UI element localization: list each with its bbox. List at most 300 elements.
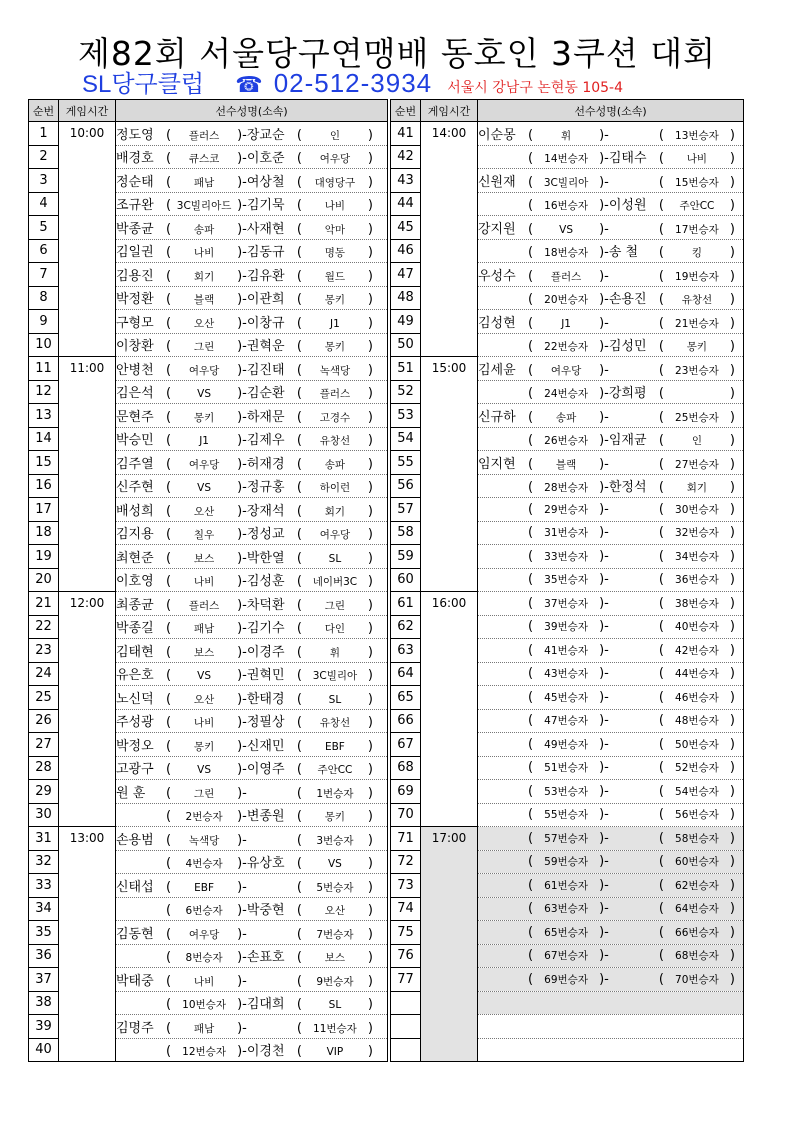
player-b-affiliation: 54번승자: [675, 785, 719, 798]
player-b-affiliation: 플러스: [319, 388, 351, 401]
player-b-affiliation: 68번승자: [675, 950, 719, 963]
match-players: [116, 427, 388, 451]
paren-open: (: [528, 971, 534, 987]
paren-open: (: [296, 433, 302, 449]
paren-open: (: [166, 950, 172, 966]
paren-open: (: [166, 433, 172, 449]
game-time: 17:00: [421, 827, 478, 1062]
paren-close-dash: )-: [599, 830, 609, 846]
paren-close: ): [729, 198, 735, 214]
match-players: [478, 662, 744, 686]
paren-open: (: [166, 738, 172, 754]
paren-open: (: [166, 362, 172, 378]
match-players: [116, 991, 388, 1015]
match-number: 45: [391, 216, 421, 240]
match-players: [116, 380, 388, 404]
paren-open: (: [166, 550, 172, 566]
paren-close: ): [367, 715, 373, 731]
match-players: [116, 780, 388, 804]
paren-open: (: [296, 715, 302, 731]
paren-open: (: [296, 1044, 302, 1060]
player-a-name: 강지원: [478, 221, 516, 237]
paren-open: (: [166, 1044, 172, 1060]
player-a-name: 김동현: [116, 926, 154, 942]
paren-open: (: [528, 268, 534, 284]
match-players: [116, 1038, 388, 1062]
paren-close-dash: )-: [237, 198, 247, 214]
match-number: 58: [391, 521, 421, 545]
match-players: [116, 897, 388, 921]
paren-open: (: [296, 597, 302, 613]
player-a-name: 최현준: [116, 550, 154, 566]
match-number: 72: [391, 850, 421, 874]
paren-close: ): [367, 362, 373, 378]
paren-open: (: [658, 198, 664, 214]
player-b-name: 김제우: [246, 433, 285, 449]
paren-open: (: [296, 151, 302, 167]
paren-close: ): [367, 151, 373, 167]
match-players: [478, 427, 744, 451]
paren-close-dash: )-: [237, 644, 247, 660]
match-number: 69: [391, 780, 421, 804]
player-a-affiliation: 오산: [193, 317, 215, 330]
match-number: 60: [391, 568, 421, 592]
player-a-affiliation: 플러스: [188, 599, 220, 612]
match-number: 67: [391, 733, 421, 757]
paren-close: ): [367, 456, 373, 472]
match-players: [116, 286, 388, 310]
paren-close-dash: )-: [599, 151, 609, 167]
player-a-name: 박종균: [116, 221, 154, 237]
paren-close: ): [729, 595, 735, 611]
match-players: [478, 780, 744, 804]
paren-open: (: [528, 760, 534, 776]
paren-open: (: [658, 595, 664, 611]
paren-open: (: [658, 433, 664, 449]
paren-open: (: [528, 362, 534, 378]
paren-close-dash: )-: [237, 1044, 247, 1060]
player-b-name: 이경주: [246, 644, 285, 660]
paren-open: (: [528, 292, 534, 308]
paren-open: (: [296, 997, 302, 1013]
player-b-affiliation: 27번승자: [675, 458, 719, 471]
player-a-affiliation: 6번승자: [185, 905, 223, 918]
player-a-affiliation: 51번승자: [544, 762, 588, 775]
player-b-affiliation: 나비: [324, 200, 346, 213]
table-row: [29, 122, 388, 146]
paren-open: (: [296, 1020, 302, 1036]
paren-close-dash: )-: [599, 971, 609, 987]
paren-open: (: [296, 386, 302, 402]
paren-open: (: [166, 292, 172, 308]
paren-close-dash: )-: [237, 409, 247, 425]
game-time: 10:00: [59, 122, 116, 357]
player-a-name: 원 훈: [116, 785, 146, 801]
match-players: [478, 357, 744, 381]
player-a-affiliation: 오산: [193, 693, 215, 706]
paren-close: ): [367, 292, 373, 308]
game-time: 13:00: [59, 827, 116, 1062]
match-number: 31: [29, 827, 59, 851]
match-players: [478, 850, 744, 874]
paren-open: (: [528, 948, 534, 964]
match-players: [116, 216, 388, 240]
paren-open: (: [296, 550, 302, 566]
player-b-affiliation: 34번승자: [675, 550, 719, 563]
paren-close-dash: )-: [599, 877, 609, 893]
player-a-affiliation: J1: [199, 435, 209, 448]
player-a-name: 박종길: [116, 621, 154, 637]
paren-open: (: [528, 548, 534, 564]
player-a-name: 우성수: [478, 268, 516, 284]
player-a-affiliation: 3C빌리아드: [176, 200, 232, 213]
paren-open: (: [528, 198, 534, 214]
match-players: [478, 286, 744, 310]
paren-close-dash: )-: [237, 527, 247, 543]
paren-close: ): [367, 691, 373, 707]
match-players: [116, 686, 388, 710]
paren-open: (: [296, 762, 302, 778]
paren-close-dash: )-: [599, 315, 609, 331]
match-players: [116, 545, 388, 569]
paren-close-dash: )-: [237, 832, 247, 848]
paren-close: ): [367, 1020, 373, 1036]
player-b-name: 박한열: [246, 550, 285, 566]
paren-open: (: [528, 901, 534, 917]
paren-close-dash: )-: [237, 926, 247, 942]
player-b-affiliation: 9번승자: [316, 975, 354, 988]
player-a-name: 고광구: [116, 762, 154, 778]
paren-close-dash: )-: [599, 713, 609, 729]
match-number: 12: [29, 380, 59, 404]
match-players: [478, 639, 744, 663]
player-b-affiliation: 5번승자: [316, 881, 354, 894]
paren-close-dash: )-: [237, 339, 247, 355]
paren-close-dash: )-: [599, 409, 609, 425]
paren-close: ): [367, 221, 373, 237]
match-number: 52: [391, 380, 421, 404]
page-title: 제82회 서울당구연맹배 동호인 3쿠션 대회: [78, 34, 716, 73]
paren-open: (: [166, 691, 172, 707]
match-number: 1: [29, 122, 59, 146]
paren-close: ): [729, 480, 735, 496]
table-row: [29, 827, 388, 851]
paren-close: ): [367, 198, 373, 214]
player-a-affiliation: 보스: [193, 646, 215, 659]
match-players: [478, 310, 744, 334]
match-players: [478, 968, 744, 992]
match-number: 20: [29, 568, 59, 592]
match-number: [391, 1015, 421, 1039]
player-b-name: 김성민: [608, 339, 647, 355]
paren-open: (: [166, 973, 172, 989]
player-b-affiliation: 하이런: [319, 482, 351, 495]
player-a-name: 김은석: [116, 386, 154, 402]
match-number: 63: [391, 639, 421, 663]
paren-close: ): [367, 409, 373, 425]
paren-open: (: [296, 644, 302, 660]
paren-close: ): [729, 971, 735, 987]
paren-close: ): [729, 901, 735, 917]
paren-close: ): [729, 807, 735, 823]
player-a-affiliation: EBF: [194, 881, 215, 894]
player-a-affiliation: 플러스: [188, 129, 220, 142]
match-number: 55: [391, 451, 421, 475]
player-a-name: 신원재: [478, 174, 516, 190]
player-a-affiliation: 몽키: [193, 740, 215, 753]
paren-close: ): [367, 926, 373, 942]
paren-open: (: [296, 926, 302, 942]
player-b-affiliation: 인: [329, 129, 340, 142]
paren-close: ): [729, 386, 735, 402]
match-players: [478, 451, 744, 475]
paren-open: (: [166, 503, 172, 519]
paren-open: (: [296, 198, 302, 214]
header-players: 선수성명(소속): [478, 100, 744, 122]
paren-close: ): [367, 832, 373, 848]
player-a-affiliation: 큐스코: [188, 153, 220, 166]
paren-open: (: [528, 595, 534, 611]
player-a-name: 정도영: [116, 127, 154, 143]
paren-open: (: [658, 245, 664, 261]
match-number: 42: [391, 145, 421, 169]
player-a-name: 최종균: [116, 597, 154, 613]
player-a-affiliation: 패남: [193, 176, 215, 189]
paren-close-dash: )-: [599, 174, 609, 190]
match-number: 73: [391, 874, 421, 898]
header-no: 순번: [391, 100, 421, 122]
player-b-name: 신재민: [246, 738, 285, 754]
player-b-affiliation: SL: [328, 693, 342, 706]
match-players: [116, 709, 388, 733]
player-a-affiliation: 67번승자: [544, 950, 588, 963]
paren-close-dash: )-: [237, 574, 247, 590]
player-b-affiliation: 30번승자: [675, 503, 719, 516]
paren-open: (: [296, 903, 302, 919]
player-b-affiliation: 1번승자: [316, 787, 354, 800]
match-number: 68: [391, 756, 421, 780]
match-number: 19: [29, 545, 59, 569]
paren-open: (: [528, 174, 534, 190]
player-b-affiliation: 녹색당: [319, 364, 351, 377]
paren-close-dash: )-: [237, 433, 247, 449]
player-b-name: 김순환: [246, 386, 285, 402]
player-b-affiliation: 13번승자: [675, 129, 719, 142]
player-b-name: 이창규: [246, 315, 285, 331]
match-players: [478, 1038, 744, 1062]
paren-open: (: [296, 174, 302, 190]
player-a-name: 박정환: [116, 292, 154, 308]
match-players: [116, 733, 388, 757]
match-players: [478, 897, 744, 921]
match-players: [478, 145, 744, 169]
player-a-name: 정순태: [116, 174, 154, 190]
paren-close-dash: )-: [237, 785, 247, 801]
paren-open: (: [658, 127, 664, 143]
match-players: [116, 404, 388, 428]
paren-open: (: [528, 221, 534, 237]
paren-open: (: [658, 642, 664, 658]
paren-open: (: [528, 480, 534, 496]
player-b-name: 정규홍: [246, 480, 285, 496]
paren-close: ): [367, 738, 373, 754]
player-b-name: 변종원: [246, 809, 285, 825]
player-a-affiliation: 43번승자: [544, 668, 588, 681]
paren-close: ): [729, 830, 735, 846]
player-b-name: 이경천: [246, 1044, 285, 1060]
player-b-affiliation: 그린: [324, 599, 346, 612]
player-b-affiliation: 월드: [324, 270, 346, 283]
paren-close: ): [367, 950, 373, 966]
paren-close-dash: )-: [237, 715, 247, 731]
player-a-affiliation: 29번승자: [544, 503, 588, 516]
bracket-table-right: [390, 99, 744, 1062]
player-b-affiliation: 주안CC: [679, 200, 715, 213]
player-b-name: 강희평: [608, 386, 647, 402]
paren-close: ): [367, 503, 373, 519]
paren-open: (: [296, 856, 302, 872]
game-time: 12:00: [59, 592, 116, 827]
player-a-affiliation: 26번승자: [544, 435, 588, 448]
player-a-affiliation: 회기: [193, 270, 215, 283]
paren-close: ): [729, 854, 735, 870]
player-b-name: 손표호: [246, 950, 285, 966]
match-number: 51: [391, 357, 421, 381]
phone-number: 02-512-3934: [273, 68, 433, 98]
paren-close-dash: )-: [599, 292, 609, 308]
paren-open: (: [528, 433, 534, 449]
player-a-affiliation: 69번승자: [544, 973, 588, 986]
player-b-name: 사재현: [246, 221, 285, 237]
paren-close-dash: )-: [599, 619, 609, 635]
paren-open: (: [166, 245, 172, 261]
player-a-affiliation: 그린: [193, 787, 215, 800]
paren-close-dash: )-: [599, 245, 609, 261]
paren-close: ): [729, 736, 735, 752]
match-number: 18: [29, 521, 59, 545]
match-players: [116, 122, 388, 146]
paren-open: (: [658, 268, 664, 284]
paren-open: (: [296, 527, 302, 543]
match-players: [478, 874, 744, 898]
paren-close: ): [367, 785, 373, 801]
match-number: 4: [29, 192, 59, 216]
player-a-affiliation: 47번승자: [544, 715, 588, 728]
match-number: 43: [391, 169, 421, 193]
paren-close: ): [729, 924, 735, 940]
paren-open: (: [528, 689, 534, 705]
paren-close: ): [729, 456, 735, 472]
paren-open: (: [166, 903, 172, 919]
paren-open: (: [658, 480, 664, 496]
paren-open: (: [658, 971, 664, 987]
match-number: 59: [391, 545, 421, 569]
paren-close: ): [367, 809, 373, 825]
match-players: [116, 639, 388, 663]
match-players: [478, 169, 744, 193]
match-players: [478, 709, 744, 733]
paren-close-dash: )-: [237, 221, 247, 237]
paren-open: (: [658, 339, 664, 355]
paren-open: (: [528, 245, 534, 261]
paren-open: (: [658, 151, 664, 167]
paren-open: (: [658, 386, 664, 402]
paren-close-dash: )-: [237, 386, 247, 402]
paren-close: ): [729, 760, 735, 776]
paren-close-dash: )-: [237, 362, 247, 378]
table-row: [391, 357, 744, 381]
match-players: [478, 521, 744, 545]
player-b-affiliation: 42번승자: [675, 644, 719, 657]
match-players: [116, 921, 388, 945]
match-number: 34: [29, 897, 59, 921]
player-a-name: 노신덕: [116, 691, 154, 707]
match-number: 47: [391, 263, 421, 287]
player-b-name: 이관희: [246, 292, 285, 308]
match-players: [116, 1015, 388, 1039]
paren-close-dash: )-: [599, 572, 609, 588]
paren-close: ): [729, 501, 735, 517]
match-number: 77: [391, 968, 421, 992]
match-players: [116, 850, 388, 874]
player-a-affiliation: 몽키: [193, 411, 215, 424]
player-b-affiliation: EBF: [324, 740, 345, 753]
paren-open: (: [658, 877, 664, 893]
paren-open: (: [166, 174, 172, 190]
paren-open: (: [528, 713, 534, 729]
paren-open: (: [658, 948, 664, 964]
player-a-affiliation: 12번승자: [182, 1046, 226, 1059]
paren-close-dash: )-: [599, 127, 609, 143]
paren-open: (: [528, 924, 534, 940]
match-number: 70: [391, 803, 421, 827]
paren-open: (: [166, 809, 172, 825]
player-a-affiliation: 칠우: [193, 529, 215, 542]
paren-close-dash: )-: [237, 762, 247, 778]
match-players: [478, 216, 744, 240]
paren-open: (: [166, 198, 172, 214]
player-b-affiliation: SL: [328, 999, 342, 1012]
paren-close: ): [729, 362, 735, 378]
paren-close: ): [729, 339, 735, 355]
paren-close: ): [367, 127, 373, 143]
paren-close-dash: )-: [599, 736, 609, 752]
match-number: 53: [391, 404, 421, 428]
player-b-affiliation: 보스: [324, 952, 346, 965]
player-b-affiliation: 몽키: [686, 341, 708, 354]
player-a-affiliation: 나비: [193, 717, 215, 730]
player-a-name: 박태중: [116, 973, 154, 989]
match-players: [116, 874, 388, 898]
player-b-name: 정필상: [246, 715, 285, 731]
match-players: [116, 615, 388, 639]
match-players: [116, 357, 388, 381]
match-number: 48: [391, 286, 421, 310]
paren-close: ): [367, 973, 373, 989]
paren-open: (: [166, 1020, 172, 1036]
match-number: 54: [391, 427, 421, 451]
match-number: 61: [391, 592, 421, 616]
match-players: [116, 145, 388, 169]
player-b-affiliation: 휘: [329, 646, 340, 659]
paren-open: (: [658, 619, 664, 635]
player-b-affiliation: 56번승자: [675, 809, 719, 822]
paren-close-dash: )-: [237, 809, 247, 825]
player-a-affiliation: 18번승자: [544, 247, 588, 260]
match-number: 30: [29, 803, 59, 827]
player-b-affiliation: 주안CC: [317, 764, 353, 777]
player-a-affiliation: 블랙: [193, 294, 215, 307]
